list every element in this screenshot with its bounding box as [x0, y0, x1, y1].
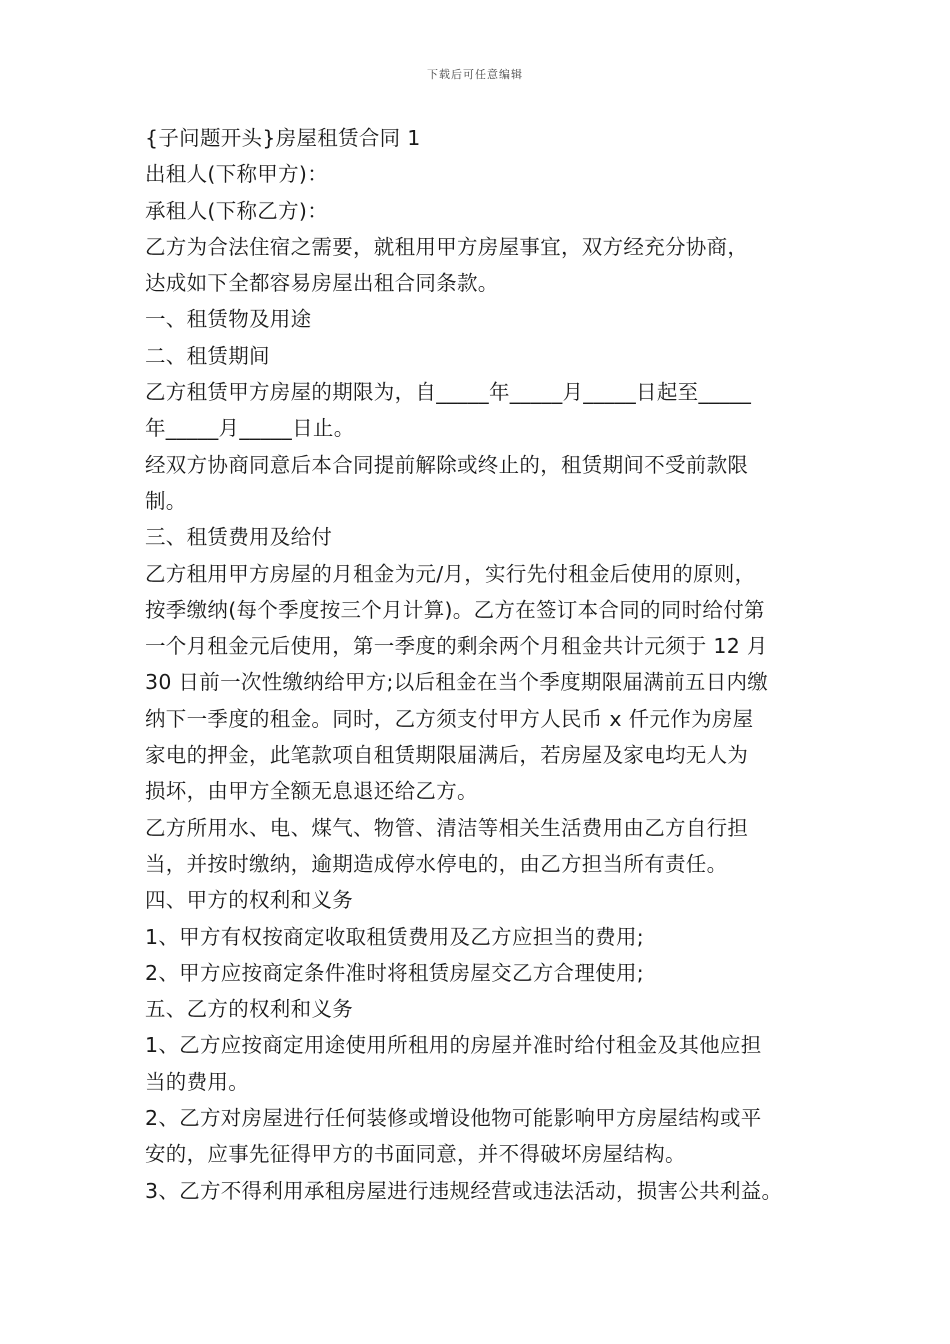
paragraph-line: 乙方租用甲方房屋的月租金为元/月，实行先付租金后使用的原则， [145, 561, 756, 586]
section-heading: 四、甲方的权利和义务 [145, 888, 353, 913]
section-heading: 一、租赁物及用途 [145, 307, 312, 332]
section-heading: 二、租赁期间 [145, 343, 270, 368]
paragraph-line: 当，并按时缴纳，逾期造成停水停电的，由乙方担当所有责任。 [145, 851, 728, 876]
paragraph-line: 乙方租赁甲方房屋的期限为，自_____年_____月_____日起至_____ [145, 380, 752, 405]
section-heading: 三、租赁费用及给付 [145, 525, 333, 550]
list-item: 2、甲方应按商定条件准时将租赁房屋交乙方合理使用; [145, 960, 644, 985]
paragraph-line: 家电的押金，此笔款项自租赁期限届满后，若房屋及家电均无人为 [145, 743, 749, 768]
paragraph-line: 一个月租金元后使用，第一季度的剩余两个月租金共计元须于 12 月 [145, 634, 768, 659]
paragraph-line: 乙方所用水、电、煤气、物管、清洁等相关生活费用由乙方自行担 [145, 815, 749, 840]
lessee-line: 承租人(下称乙方)： [145, 198, 328, 223]
paragraph-line: 损坏，由甲方全额无息退还给乙方。 [145, 779, 478, 804]
paragraph-line: 纳下一季度的租金。同时，乙方须支付甲方人民币 x 仟元作为房屋 [145, 706, 754, 731]
contract-body [145, 120, 813, 1209]
contract-title: {子问题开头}房屋租赁合同 1 [145, 126, 421, 150]
list-item: 安的，应事先征得甲方的书面同意，并不得破坏房屋结构。 [145, 1142, 686, 1167]
list-item: 2、乙方对房屋进行任何装修或增设他物可能影响甲方房屋结构或平 [145, 1106, 762, 1131]
paragraph-line: 乙方为合法住宿之需要，就租用甲方房屋事宜，双方经充分协商， [145, 234, 749, 259]
list-item: 3、乙方不得利用承租房屋进行违规经营或违法活动，损害公共利益。 [145, 1178, 783, 1203]
list-item: 当的费用。 [145, 1069, 249, 1094]
page-header-note: 下载后可任意编辑 [427, 68, 523, 81]
list-item: 1、甲方有权按商定收取租赁费用及乙方应担当的费用; [145, 924, 644, 949]
paragraph-line: 按季缴纳(每个季度按三个月计算)。乙方在签订本合同的同时给付第 [145, 597, 765, 622]
paragraph-line: 年_____月_____日止。 [145, 416, 355, 441]
paragraph-line: 经双方协商同意后本合同提前解除或终止的，租赁期间不受前款限 [145, 452, 749, 477]
paragraph-line: 制。 [145, 488, 187, 513]
section-heading: 五、乙方的权利和义务 [145, 997, 353, 1022]
paragraph-line: 30 日前一次性缴纳给甲方;以后租金在当个季度期限届满前五日内缴 [145, 670, 769, 695]
lessor-line: 出租人(下称甲方)： [145, 162, 328, 187]
paragraph-line: 达成如下全都容易房屋出租合同条款。 [145, 271, 499, 296]
list-item: 1、乙方应按商定用途使用所租用的房屋并准时给付租金及其他应担 [145, 1033, 762, 1058]
